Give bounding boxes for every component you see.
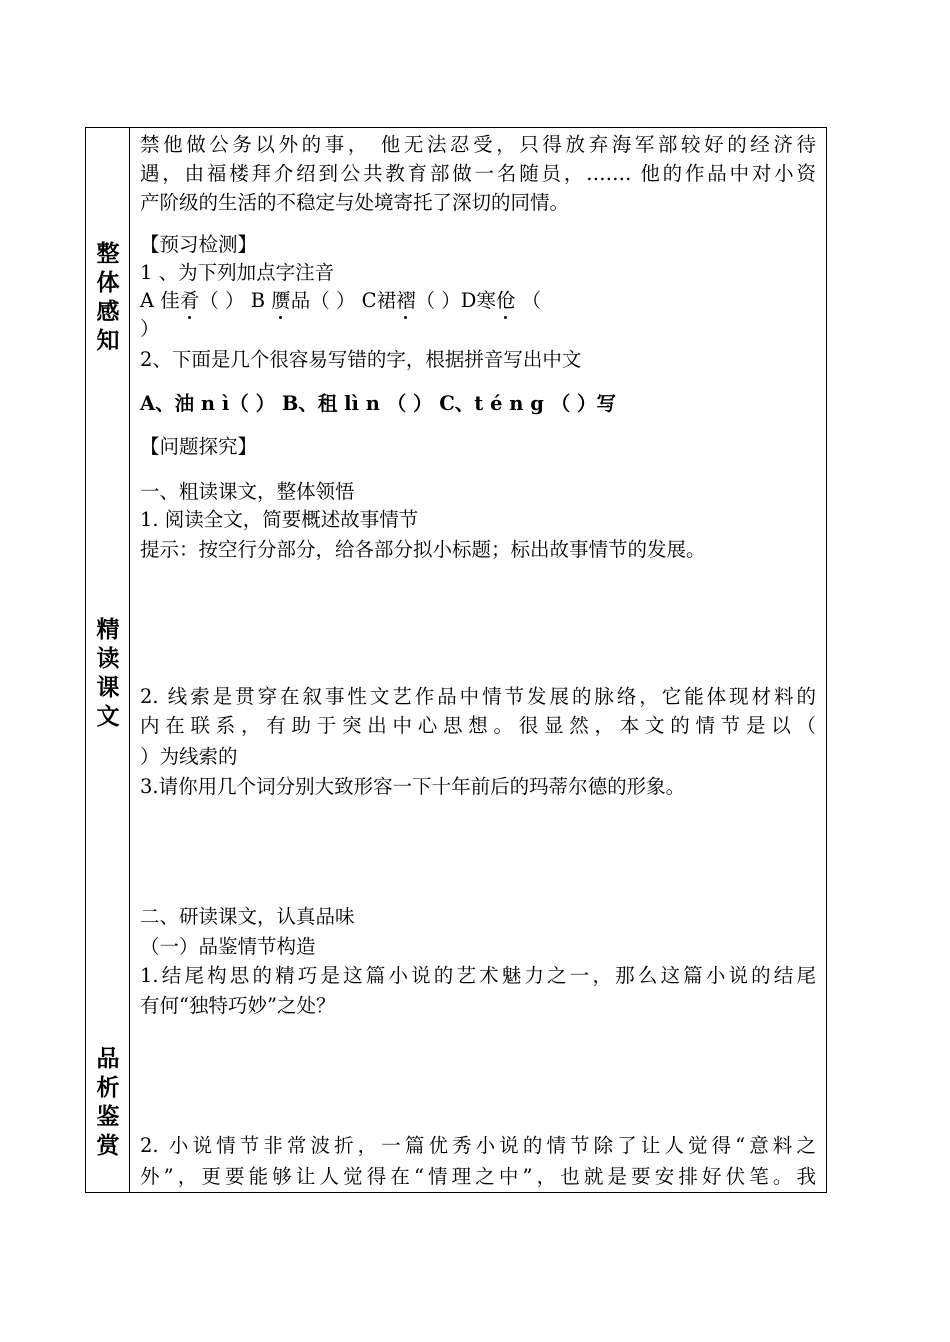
part-2-question-1-line-2: 有何“独特巧妙”之处？ <box>140 994 336 1017</box>
preview-heading: 【预习检测】 <box>140 233 258 256</box>
q1-a-dotted-char: 肴 <box>180 287 200 315</box>
q1-d-dotted-char: 伧 <box>496 287 516 315</box>
part-2-heading: 二、研读课文，认真品味 <box>140 905 355 928</box>
part-1-question-2-line-3: ）为线索的 <box>140 745 238 768</box>
intro-line-3: 产阶级的生活的不稳定与处境寄托了深切的同情。 <box>140 191 570 214</box>
question-1-continuation: ） <box>140 317 160 340</box>
q1-c-dotted-char: 褶 <box>396 287 416 315</box>
part-2-question-2-line-1: 2. 小说情节非常波折，一篇优秀小说的情节除了让人觉得“意料之 <box>140 1134 816 1157</box>
intro-line-2: 遇，由福楼拜介绍到公共教育部做一名随员，……. 他的作品中对小资 <box>140 162 816 185</box>
q1-a-suffix: （ ） B <box>199 289 272 312</box>
section-label-overall-text: 整体感知 <box>96 241 120 354</box>
part-2-subheading: （一）品鉴情节构造 <box>140 935 316 958</box>
q1-d-suffix: （ <box>515 289 542 312</box>
section-label-column <box>86 128 130 1192</box>
part-1-question-1: 1. 阅读全文，简要概述故事情节 <box>140 508 419 531</box>
question-1-options <box>140 287 541 315</box>
part-1-question-2-line-1: 2. 线索是贯穿在叙事性文艺作品中情节发展的脉络，它能体现材料的 <box>140 685 816 708</box>
section-label-close-reading-text: 精读课文 <box>96 617 120 730</box>
part-2-question-2-line-2: 外”，更要能够让人觉得在“情理之中”，也就是要安排好伏笔。我 <box>140 1165 816 1188</box>
intro-line-1: 禁他做公务以外的事， 他无法忍受，只得放弃海军部较好的经济待 <box>140 133 816 156</box>
part-1-question-2-line-2: 内在联系，有助于突出中心思想。很显然，本文的情节是以（ <box>140 714 816 737</box>
section-label-close-reading <box>86 616 130 732</box>
q1-c-suffix: （ ）D寒 <box>415 289 496 312</box>
q1-a-prefix: A 佳 <box>140 289 180 312</box>
worksheet-table <box>85 127 827 1193</box>
part-1-heading: 一、粗读课文，整体领悟 <box>140 480 355 503</box>
section-label-overall <box>86 240 130 356</box>
question-2: 2、下面是几个很容易写错的字，根据拼音写出中文 <box>140 348 582 371</box>
question-1: 1 、为下列加点字注音 <box>140 261 335 284</box>
part-1-hint: 提示：按空行分部分，给各部分拟小标题；标出故事情节的发展。 <box>140 538 706 561</box>
part-2-question-1-line-1: 1.结尾构思的精巧是这篇小说的艺术魅力之一，那么这篇小说的结尾 <box>140 964 816 987</box>
part-1-question-3: 3.请你用几个词分别大致形容一下十年前后的玛蒂尔德的形象。 <box>140 775 686 798</box>
q1-b-suffix: 品（ ） C裙 <box>290 289 397 312</box>
content-column <box>130 128 826 1192</box>
section-label-appreciation-text: 品析鉴赏 <box>96 1046 120 1159</box>
section-label-appreciation <box>86 1045 130 1161</box>
question-2-options: A、油 n ì（ ） B、租 lì n （ ） C、t é n g （ ）写 <box>140 392 616 415</box>
q1-b-dotted-char: 赝 <box>271 287 291 315</box>
explore-heading: 【问题探究】 <box>140 435 258 458</box>
